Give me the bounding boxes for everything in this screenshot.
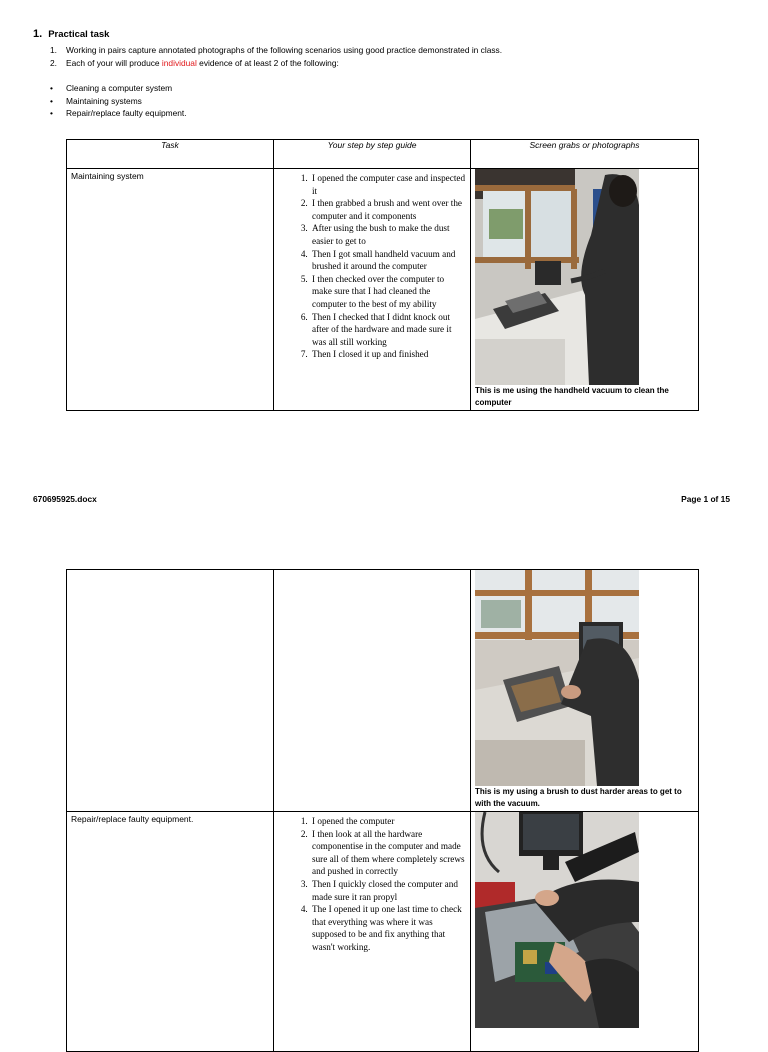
highlighted-word: individual <box>161 58 197 68</box>
evidence-table-continued <box>66 569 699 1052</box>
option-text: Cleaning a computer system <box>66 83 173 93</box>
header-guide: Your step by step guide <box>274 140 471 169</box>
section-number: 1. <box>33 28 43 40</box>
section-heading <box>33 28 109 40</box>
repair-hardware-photo <box>475 812 639 1028</box>
photo-cell <box>471 812 699 1052</box>
step-item: 1. I opened the computer case and inspected it <box>310 172 466 197</box>
option-item <box>50 95 187 108</box>
instruction-item <box>50 57 502 70</box>
steps-cell-empty <box>274 570 471 812</box>
table-row <box>67 812 699 1052</box>
evidence-table <box>66 139 699 411</box>
bullet-icon: • <box>50 83 53 93</box>
step-item: 6. Then I checked that I didnt knock out after of the hardware and made sure it was all still working <box>310 311 466 349</box>
step-item: 5. I then checked over the computer to make sure that I had cleaned the computer to the best of my ability <box>310 273 466 311</box>
instruction-text: Working in pairs capture annotated photographs of the following scenarios using good practice demonstrated in class. <box>66 45 503 55</box>
steps-list <box>274 169 470 361</box>
bullet-icon: • <box>50 108 53 118</box>
instruction-number: 2. <box>50 58 57 68</box>
steps-list <box>274 812 470 954</box>
option-item <box>50 107 187 120</box>
step-item: 2. I then look at all the hardware componentise in the computer and made sure all of them where completely screws and pushed in correctly <box>310 828 466 878</box>
options-list <box>50 82 187 120</box>
step-item: 4. Then I got small handheld vacuum and brushed it around the computer <box>310 248 466 273</box>
step-item: 4. The I opened it up one last time to check that everything was where it was supposed to be and fix anything that wasn't working. <box>310 903 466 953</box>
instruction-text: Each of your will produce <box>66 58 162 68</box>
table-header-row <box>67 140 699 169</box>
vacuum-cleaning-photo <box>475 169 639 385</box>
photo-caption: This is me using the handheld vacuum to clean the computer <box>475 386 669 407</box>
task-cell-empty <box>67 570 274 812</box>
steps-cell <box>274 812 471 1052</box>
steps-cell <box>274 169 471 411</box>
table-row <box>67 169 699 411</box>
instruction-text: evidence of at least 2 of the following: <box>196 58 339 68</box>
table-row <box>67 570 699 812</box>
step-item: 3. Then I quickly closed the computer and made sure it ran propyl <box>310 878 466 903</box>
header-photos: Screen grabs or photographs <box>471 140 699 169</box>
brush-dusting-photo <box>475 570 639 786</box>
section-title: Practical task <box>48 29 110 40</box>
instruction-item <box>50 44 502 57</box>
option-text: Maintaining systems <box>66 95 142 106</box>
option-item <box>50 82 187 95</box>
photo-caption: This is my using a brush to dust harder areas to get to with the vacuum. <box>475 787 682 808</box>
step-item: 2. I then grabbed a brush and went over the computer and it components <box>310 197 466 222</box>
step-item: 1. I opened the computer <box>310 815 466 828</box>
footer-filename: 670695925.docx <box>33 494 97 504</box>
footer-page-number: Page 1 of 15 <box>681 494 730 504</box>
photo-cell <box>471 169 699 411</box>
instruction-list <box>50 44 502 70</box>
header-task: Task <box>67 140 274 169</box>
step-item: 3. After using the bush to make the dust easier to get to <box>310 222 466 247</box>
option-text: Repair/replace faulty equipment. <box>66 108 187 118</box>
photo-cell <box>471 570 699 812</box>
task-cell: Maintaining system <box>67 169 274 411</box>
bullet-icon: • <box>50 95 53 106</box>
instruction-number: 1. <box>50 45 57 55</box>
step-item: 7. Then I closed it up and finished <box>310 348 466 361</box>
task-cell: Repair/replace faulty equipment. <box>67 812 274 1052</box>
